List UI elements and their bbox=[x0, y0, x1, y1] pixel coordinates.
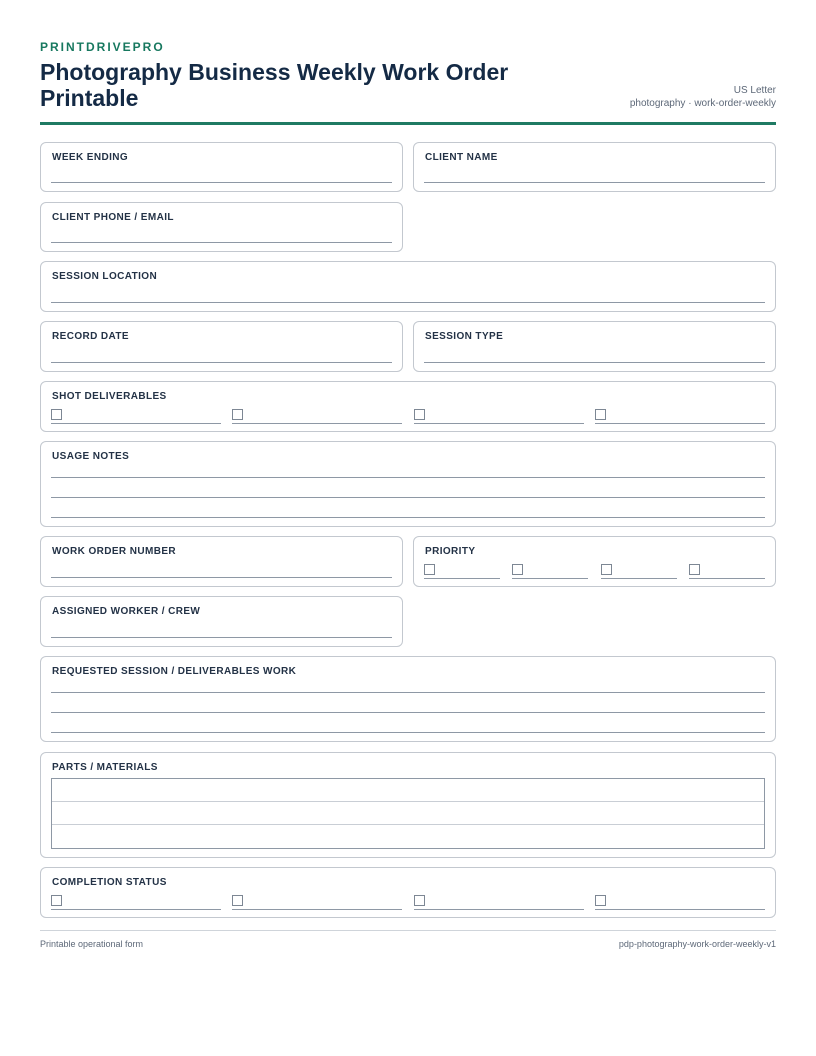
priority-option-1[interactable] bbox=[424, 564, 500, 579]
completion-option-2[interactable] bbox=[232, 895, 402, 910]
usage-notes-line-3[interactable] bbox=[51, 517, 765, 518]
checkbox-icon[interactable] bbox=[51, 895, 62, 906]
client-contact-label: CLIENT PHONE / EMAIL bbox=[52, 212, 174, 223]
page-title: Photography Business Weekly Work Order Printable bbox=[40, 59, 509, 111]
usage-notes-line-1[interactable] bbox=[51, 477, 765, 478]
table-row[interactable] bbox=[52, 779, 764, 802]
shot-deliverables-label: SHOT DELIVERABLES bbox=[52, 391, 167, 402]
deliverable-option-1[interactable] bbox=[51, 409, 221, 424]
checkbox-icon[interactable] bbox=[232, 409, 243, 420]
priority-label: PRIORITY bbox=[425, 546, 476, 557]
priority-field bbox=[413, 536, 776, 587]
session-type-label: SESSION TYPE bbox=[425, 331, 504, 342]
parts-materials-label: PARTS / MATERIALS bbox=[52, 762, 158, 773]
checkbox-icon[interactable] bbox=[414, 409, 425, 420]
work-order-number-field bbox=[40, 536, 403, 587]
requested-work-label: REQUESTED SESSION / DELIVERABLES WORK bbox=[52, 666, 297, 677]
checkbox-icon[interactable] bbox=[595, 409, 606, 420]
week-ending-label: WEEK ENDING bbox=[52, 152, 129, 163]
footer-form-id: pdp-photography-work-order-weekly-v1 bbox=[618, 939, 776, 949]
completion-option-3[interactable] bbox=[414, 895, 584, 910]
checkbox-icon[interactable] bbox=[689, 564, 700, 575]
requested-work-line-2[interactable] bbox=[51, 712, 765, 713]
parts-materials-field bbox=[40, 752, 776, 858]
document-tags: photography · work-order-weekly bbox=[629, 98, 776, 109]
completion-option-4[interactable] bbox=[595, 895, 765, 910]
shot-deliverables-field bbox=[40, 381, 776, 432]
table-row[interactable] bbox=[52, 825, 764, 848]
header-divider bbox=[40, 122, 776, 125]
checkbox-icon[interactable] bbox=[51, 409, 62, 420]
paper-size-label: US Letter bbox=[733, 85, 776, 96]
record-date-label: RECORD DATE bbox=[52, 331, 129, 342]
priority-option-4[interactable] bbox=[689, 564, 765, 579]
work-order-number-label: WORK ORDER NUMBER bbox=[52, 546, 177, 557]
week-ending-input-line[interactable] bbox=[51, 182, 392, 183]
checkbox-icon[interactable] bbox=[512, 564, 523, 575]
checkbox-icon[interactable] bbox=[232, 895, 243, 906]
requested-work-field bbox=[40, 656, 776, 742]
assigned-worker-field bbox=[40, 596, 403, 647]
client-contact-input-line[interactable] bbox=[51, 242, 392, 243]
priority-option-2[interactable] bbox=[512, 564, 588, 579]
brand-logo-text: PRINTDRIVEPRO bbox=[40, 40, 165, 54]
requested-work-line-3[interactable] bbox=[51, 732, 765, 733]
session-type-input-line[interactable] bbox=[424, 362, 765, 363]
deliverable-option-4[interactable] bbox=[595, 409, 765, 424]
usage-notes-label: USAGE NOTES bbox=[52, 451, 130, 462]
completion-status-field bbox=[40, 867, 776, 918]
assigned-worker-input-line[interactable] bbox=[51, 637, 392, 638]
client-contact-field bbox=[40, 202, 403, 252]
usage-notes-field bbox=[40, 441, 776, 527]
priority-option-3[interactable] bbox=[601, 564, 677, 579]
deliverable-option-3[interactable] bbox=[414, 409, 584, 424]
table-row[interactable] bbox=[52, 802, 764, 825]
footer-divider bbox=[40, 930, 776, 931]
document-meta bbox=[630, 84, 776, 110]
session-location-label: SESSION LOCATION bbox=[52, 271, 158, 282]
record-date-input-line[interactable] bbox=[51, 362, 392, 363]
checkbox-icon[interactable] bbox=[414, 895, 425, 906]
requested-work-line-1[interactable] bbox=[51, 692, 765, 693]
completion-status-label: COMPLETION STATUS bbox=[52, 877, 167, 888]
footer-description: Printable operational form bbox=[40, 939, 144, 949]
session-type-field bbox=[413, 321, 776, 372]
usage-notes-line-2[interactable] bbox=[51, 497, 765, 498]
checkbox-icon[interactable] bbox=[601, 564, 612, 575]
work-order-number-input-line[interactable] bbox=[51, 577, 392, 578]
deliverable-option-2[interactable] bbox=[232, 409, 402, 424]
week-ending-field bbox=[40, 142, 403, 192]
session-location-field bbox=[40, 261, 776, 312]
completion-option-1[interactable] bbox=[51, 895, 221, 910]
session-location-input-line[interactable] bbox=[51, 302, 765, 303]
checkbox-icon[interactable] bbox=[424, 564, 435, 575]
client-name-field bbox=[413, 142, 776, 192]
parts-materials-table bbox=[51, 778, 765, 849]
record-date-field bbox=[40, 321, 403, 372]
client-name-input-line[interactable] bbox=[424, 182, 765, 183]
assigned-worker-label: ASSIGNED WORKER / CREW bbox=[52, 606, 201, 617]
client-name-label: CLIENT NAME bbox=[425, 152, 498, 163]
checkbox-icon[interactable] bbox=[595, 895, 606, 906]
